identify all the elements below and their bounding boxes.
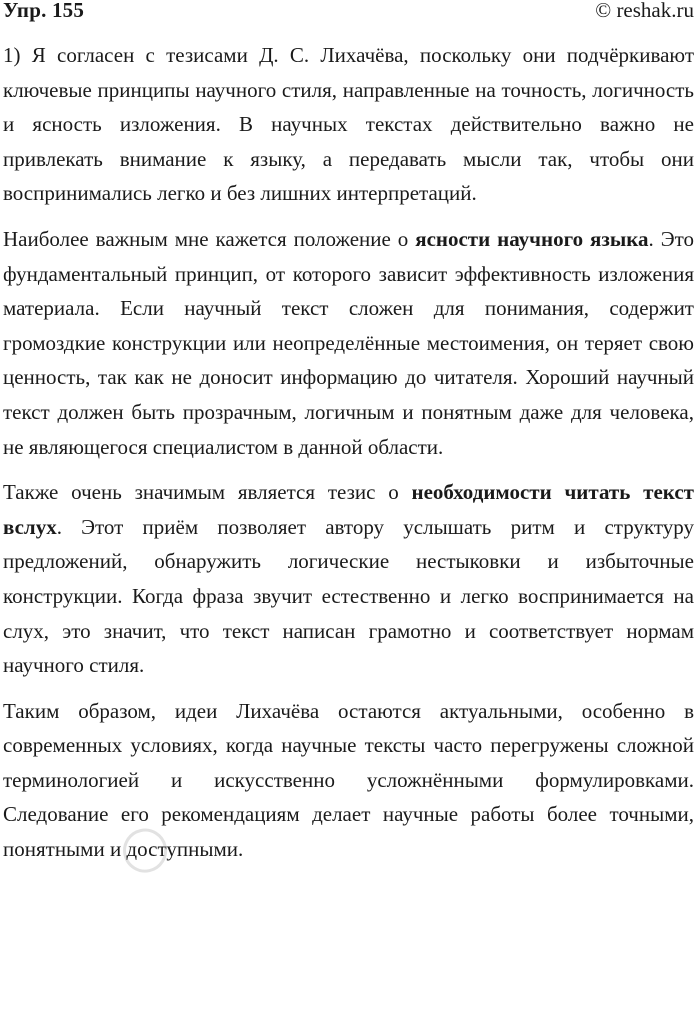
paragraph-3-emphasis: необходимости читать текст вслух: [3, 480, 694, 539]
copyright-label: © reshak.ru: [595, 0, 694, 22]
paragraph-4-text: Таким образом, идеи Лихачёва остаются актуальными, особенно в современных условиях, когда научные тексты часто перегружены сложной терминологией и искусственно усложнёнными формулировками. Следование его рекомендациям делает научные работы более точными, понятными и доступными.: [3, 698, 694, 862]
paragraph-2-text-before: Наиболее важным мне кажется положение о: [3, 226, 416, 251]
paragraph-2-emphasis: ясности научного языка: [415, 226, 649, 251]
paragraph-3-text-after: . Этот приём позволяет автору услышать ритм и структуру предложений, обнаружить логические нестыковки и избыточные конструкции. Когда фраза звучит естественно и легко воспринимается на слух, это значит, что текст написан грамотно и соответствует нормам научного стиля.: [3, 514, 694, 678]
paragraph-2-text-after: . Это фундаментальный принцип, от которого зависит эффективность изложения материала. Если научный текст сложен для понимания, содержит громоздкие конструкции или неопределённые местоимения, он теряет свою ценность, так как не доносит информацию до читателя. Хороший научный текст должен быть прозрачным, логичным и понятным даже для человека, не являющегося специалистом в данной области.: [3, 226, 694, 459]
paragraph-3-text-before: Также очень значимым является тезис о: [3, 480, 412, 505]
page-header: [3, 0, 694, 30]
paragraph-3: [3, 475, 694, 683]
exercise-title: Упр. 155: [3, 0, 85, 22]
paragraph-1: [3, 38, 694, 211]
paragraph-4: [3, 694, 694, 867]
paragraph-1-text: 1) Я согласен с тезисами Д. С. Лихачёва, поскольку они подчёркивают ключевые принципы научного стиля, направленные на точность, логичность и ясность изложения. В научных текстах действительно важно не привлекать внимание к языку, а передавать мысли так, чтобы они воспринимались легко и без лишних интерпретаций.: [3, 43, 694, 206]
answer-text: [3, 38, 694, 878]
paragraph-2: [3, 222, 694, 464]
